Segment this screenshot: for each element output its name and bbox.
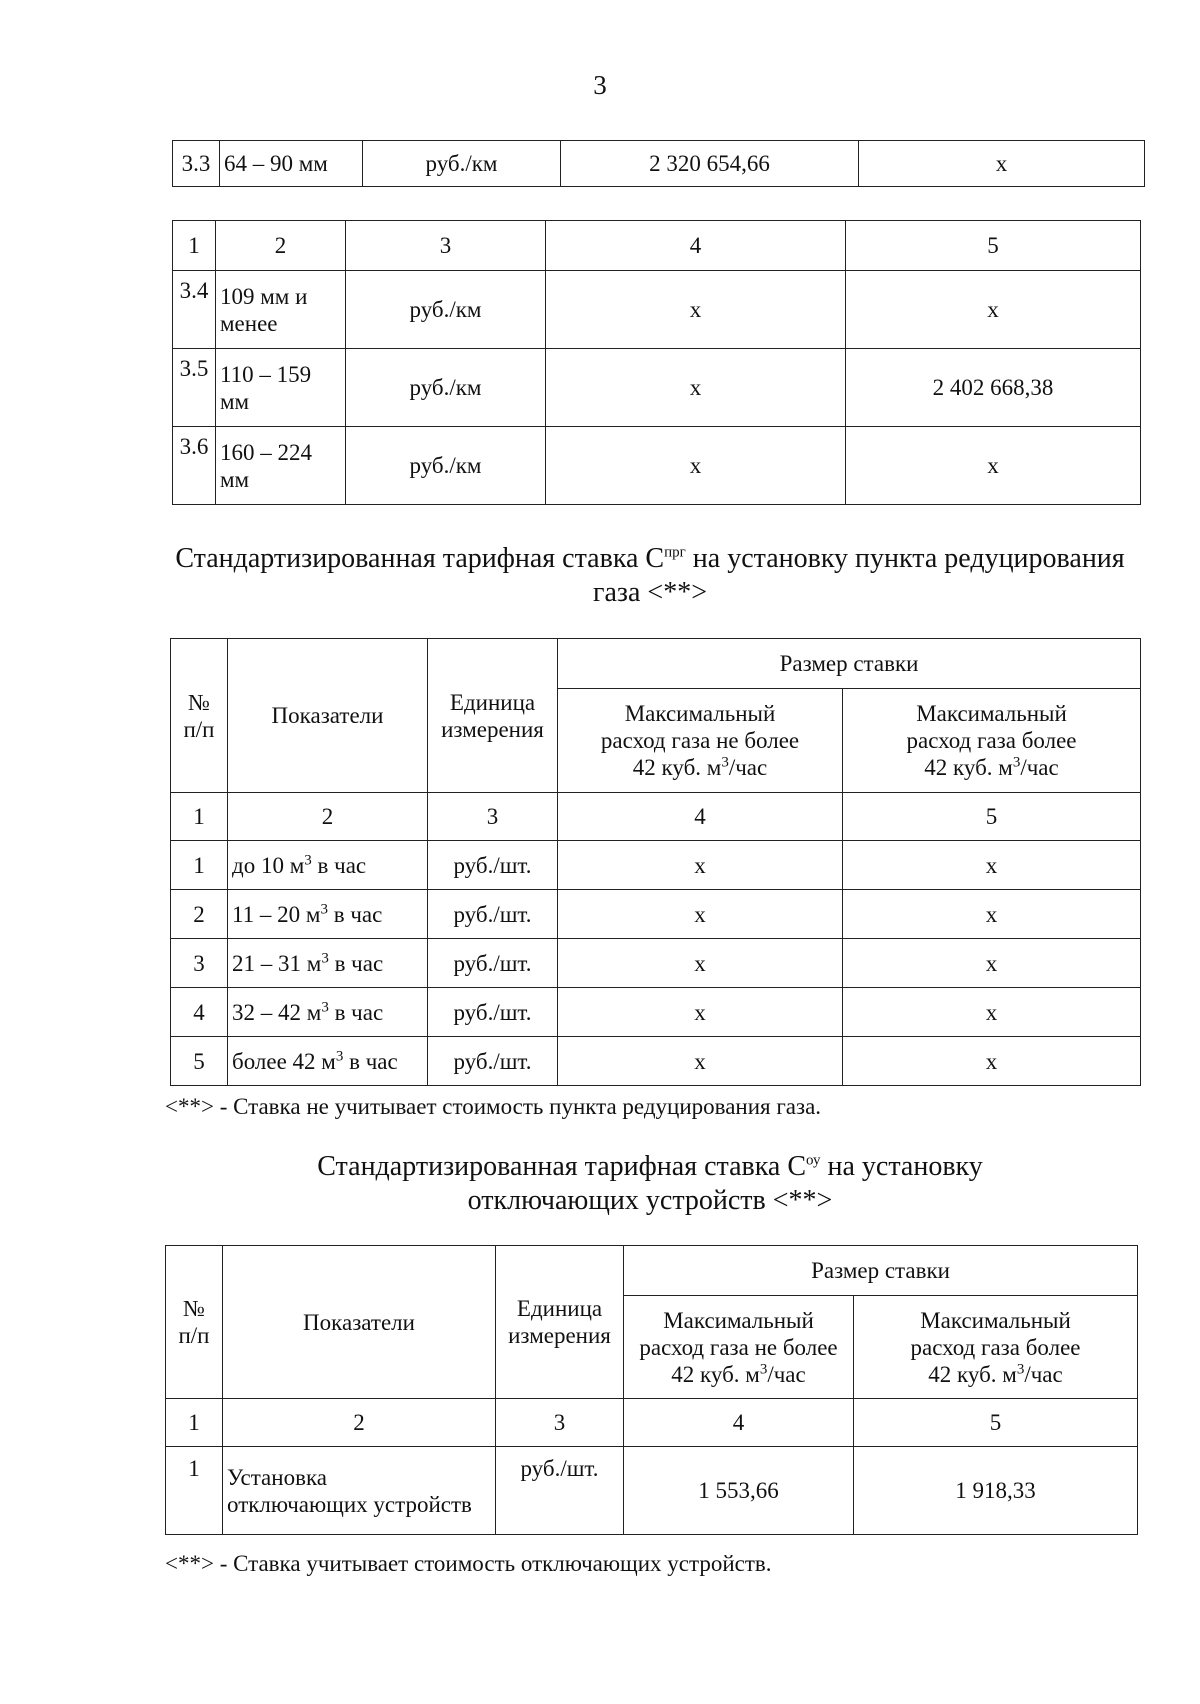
column-number-1: 1 xyxy=(173,221,216,271)
row-parameter: 109 мм и менее xyxy=(216,271,346,349)
column-number-3: 3 xyxy=(428,793,558,841)
row-col4-value: х xyxy=(546,271,846,349)
row-col5-value: 2 402 668,38 xyxy=(846,349,1141,427)
row-unit: руб./шт. xyxy=(428,939,558,988)
row-col5-value: х xyxy=(846,271,1141,349)
row-col5-value: х xyxy=(843,841,1141,890)
column-number-5: 5 xyxy=(854,1399,1138,1447)
table-header-row xyxy=(166,1246,1138,1296)
row-unit: руб./км xyxy=(346,349,546,427)
row-col5-value: х xyxy=(846,427,1141,505)
column-number-4: 4 xyxy=(624,1399,854,1447)
table-row xyxy=(166,1447,1138,1535)
column-number-4: 4 xyxy=(546,221,846,271)
row-col4-value: х xyxy=(558,1037,843,1086)
table-row xyxy=(171,1037,1141,1086)
page-number: 3 xyxy=(593,70,607,100)
row-parameter: до 10 $м^3$ в час xyxy=(228,841,428,890)
column-number-1: 1 xyxy=(171,793,228,841)
row-col4-value: х xyxy=(558,890,843,939)
row-number: 3.5 xyxy=(173,349,216,427)
row-col4-value: х xyxy=(558,841,843,890)
row-col4-value: 1 553,66 xyxy=(624,1447,854,1535)
row-col4-value: 2 320 654,66 xyxy=(561,141,859,187)
row-parameter: 64 – 90 мм xyxy=(220,141,363,187)
column-number-2: 2 xyxy=(223,1399,496,1447)
table-header-row xyxy=(173,221,1141,271)
row-col5-value: х xyxy=(843,988,1141,1037)
table-row xyxy=(171,890,1141,939)
table-header-row xyxy=(171,639,1141,689)
header-col5: Максимальный расход газа более 42 куб. $м^3$/час xyxy=(854,1296,1138,1399)
header-unit: Единица измерения xyxy=(496,1246,624,1399)
row-col4-value: х xyxy=(546,427,846,505)
row-number: 3 xyxy=(171,939,228,988)
column-number-1: 1 xyxy=(166,1399,223,1447)
row-col5-value: х xyxy=(843,890,1141,939)
header-parameter: Показатели xyxy=(228,639,428,793)
header-number: № п/п xyxy=(166,1246,223,1399)
column-number-4: 4 xyxy=(558,793,843,841)
row-number: 3.6 xyxy=(173,427,216,505)
row-col4-value: х xyxy=(558,988,843,1037)
row-parameter: 110 – 159 мм xyxy=(216,349,346,427)
row-unit: руб./шт. xyxy=(428,841,558,890)
row-parameter: 160 – 224 мм xyxy=(216,427,346,505)
table-column-numbers-row xyxy=(171,793,1141,841)
table-row xyxy=(173,427,1141,505)
table-row xyxy=(173,271,1141,349)
ou-footnote: <**> - Ставка учитывает стоимость отключающих устройств. xyxy=(165,1551,772,1576)
row-col5-value: х xyxy=(843,1037,1141,1086)
header-rate: Размер ставки xyxy=(624,1246,1138,1296)
header-col4: Максимальный расход газа не более 42 куб. $м^3$/час xyxy=(624,1296,854,1399)
column-number-3: 3 xyxy=(496,1399,624,1447)
column-number-5: 5 xyxy=(843,793,1141,841)
prg-rate-table xyxy=(170,638,1141,1086)
row-unit: руб./км xyxy=(346,427,546,505)
section-prg-title: Стандартизированная тарифная ставка $С^{прг}$ на установку пункта редуцирования газа <**> xyxy=(175,543,1125,608)
row-col5-value: 1 918,33 xyxy=(854,1447,1138,1535)
row-unit: руб./шт. xyxy=(496,1447,624,1535)
table-column-numbers-row xyxy=(166,1399,1138,1447)
column-number-2: 2 xyxy=(228,793,428,841)
row-col4-value: х xyxy=(546,349,846,427)
row-parameter: 11 – 20 $м^3$ в час xyxy=(228,890,428,939)
header-unit: Единица измерения xyxy=(428,639,558,793)
header-number: № п/п xyxy=(171,639,228,793)
row-parameter: 21 – 31 $м^3$ в час xyxy=(228,939,428,988)
column-number-5: 5 xyxy=(846,221,1141,271)
column-number-2: 2 xyxy=(216,221,346,271)
row-unit: руб./шт. xyxy=(428,1037,558,1086)
row-parameter: более 42 $м^3$ в час xyxy=(228,1037,428,1086)
header-col5: Максимальный расход газа более 42 куб. $м^3$/час xyxy=(843,689,1141,793)
ou-rate-table xyxy=(165,1245,1138,1535)
row-number: 2 xyxy=(171,890,228,939)
table-row xyxy=(173,349,1141,427)
table-row xyxy=(171,939,1141,988)
row-parameter: 32 – 42 $м^3$ в час xyxy=(228,988,428,1037)
table-row xyxy=(171,841,1141,890)
row-number: 3.4 xyxy=(173,271,216,349)
row-unit: руб./шт. xyxy=(428,988,558,1037)
pipe-table-top-row xyxy=(172,140,1145,187)
row-number: 5 xyxy=(171,1037,228,1086)
row-col5-value: х xyxy=(843,939,1141,988)
row-number: 1 xyxy=(166,1447,223,1535)
row-unit: руб./шт. xyxy=(428,890,558,939)
row-parameter: Установка отключающих устройств xyxy=(223,1447,496,1535)
row-col4-value: х xyxy=(558,939,843,988)
header-rate: Размер ставки xyxy=(558,639,1141,689)
row-number: 3.3 xyxy=(173,141,220,187)
row-unit: руб./км xyxy=(363,141,561,187)
table-row xyxy=(171,988,1141,1037)
column-number-3: 3 xyxy=(346,221,546,271)
row-number: 4 xyxy=(171,988,228,1037)
header-col4: Максимальный расход газа не более 42 куб. $м^3$/час xyxy=(558,689,843,793)
row-number: 1 xyxy=(171,841,228,890)
pipe-table xyxy=(172,220,1141,505)
prg-footnote: <**> - Ставка не учитывает стоимость пункта редуцирования газа. xyxy=(165,1094,822,1119)
header-parameter: Показатели xyxy=(223,1246,496,1399)
row-unit: руб./км xyxy=(346,271,546,349)
row-col5-value: х xyxy=(859,141,1145,187)
section-ou-title: Стандартизированная тарифная ставка $С^{оу}$ на установку отключающих устройств <**> xyxy=(317,1151,983,1216)
table-row xyxy=(173,141,1145,187)
